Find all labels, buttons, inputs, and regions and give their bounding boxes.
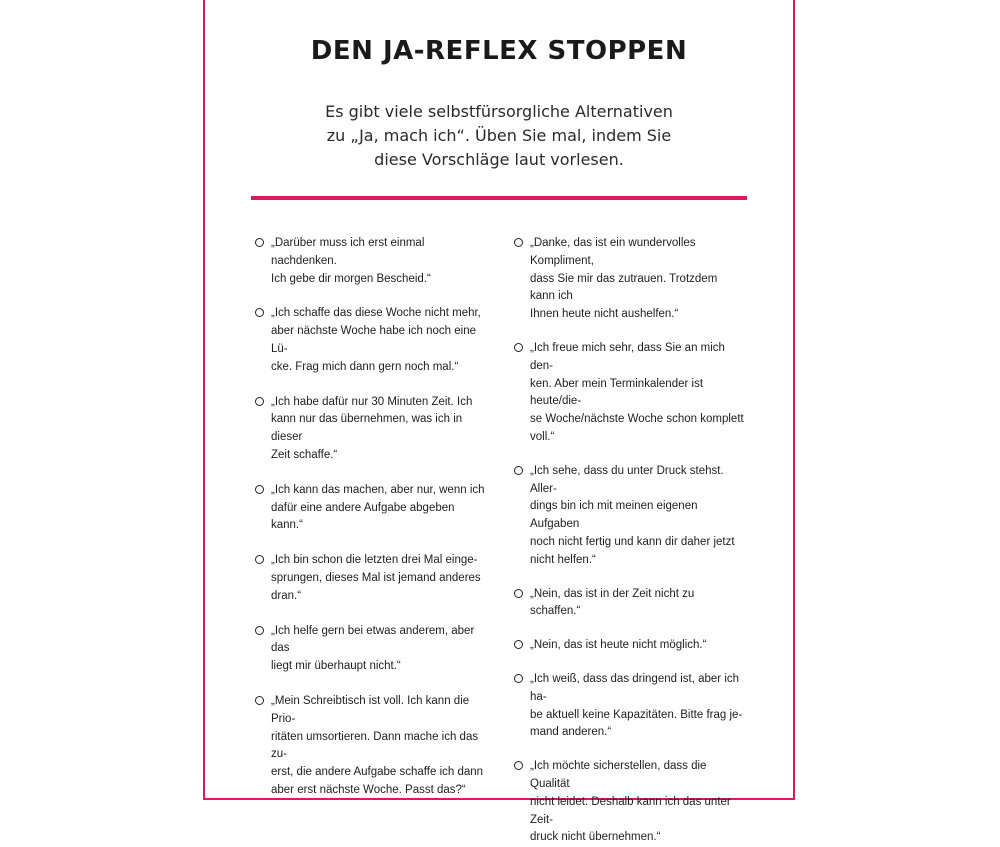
checkbox-circle-icon[interactable] xyxy=(255,397,264,406)
phrase-item[interactable] xyxy=(255,693,485,800)
phrase-text: „Ich weiß, dass das dringend ist, aber ich ha- be aktuell keine Kapazitäten. Bitte frag je- mand anderen.“ xyxy=(530,672,743,739)
phrase-item[interactable] xyxy=(514,671,744,742)
checkbox-circle-icon[interactable] xyxy=(255,555,264,564)
phrase-item[interactable] xyxy=(514,586,744,622)
checkbox-circle-icon[interactable] xyxy=(514,589,523,598)
phrase-item[interactable] xyxy=(255,394,485,465)
phrase-item[interactable] xyxy=(255,305,485,376)
phrase-text: „Ich freue mich sehr, dass Sie an mich den- ken. Aber mein Terminkalender ist heute/die- se Woche/nächste Woche schon komplett voll.“ xyxy=(530,341,744,443)
phrase-text: „Ich habe dafür nur 30 Minuten Zeit. Ich kann nur das übernehmen, was ich in dieser Zeit schaffe.“ xyxy=(271,395,473,461)
phrase-item[interactable] xyxy=(514,340,744,447)
checkbox-circle-icon[interactable] xyxy=(255,485,264,494)
checkbox-circle-icon[interactable] xyxy=(514,640,523,649)
phrase-text: „Mein Schreibtisch ist voll. Ich kann die Prio- ritäten umsortieren. Dann mache ich das zu- erst, die andere Aufgabe schaffe ich dann aber erst nächste Woche. Passt das?“ xyxy=(271,694,484,796)
phrase-text: „Ich sehe, dass du unter Druck stehst. Aller- dings bin ich mit meinen eigenen Aufgaben noch nicht fertig und kann dir daher jetzt nicht helfen.“ xyxy=(530,464,735,566)
phrase-item[interactable] xyxy=(255,552,485,605)
phrase-item[interactable] xyxy=(255,482,485,535)
phrase-item[interactable] xyxy=(255,623,485,676)
phrase-text: „Ich kann das machen, aber nur, wenn ich dafür eine andere Aufgabe abgeben kann.“ xyxy=(271,483,485,532)
phrase-text: „Ich helfe gern bei etwas anderem, aber das liegt mir überhaupt nicht.“ xyxy=(271,624,475,673)
worksheet-card xyxy=(203,0,795,844)
checkbox-circle-icon[interactable] xyxy=(255,238,264,247)
phrase-text: „Nein, das ist heute nicht möglich.“ xyxy=(530,639,707,652)
checkbox-circle-icon[interactable] xyxy=(255,626,264,635)
phrase-item[interactable] xyxy=(514,758,744,847)
phrase-item[interactable] xyxy=(514,463,744,570)
phrase-text: „Ich bin schon die letzten drei Mal einge- sprungen, dieses Mal ist jemand anderes dran.“ xyxy=(271,554,481,602)
checkbox-circle-icon[interactable] xyxy=(514,466,523,475)
checkbox-circle-icon[interactable] xyxy=(255,308,264,317)
phrase-item[interactable] xyxy=(255,235,485,288)
checkbox-circle-icon[interactable] xyxy=(514,674,523,683)
phrase-text: „Ich schaffe das diese Woche nicht mehr, aber nächste Woche habe ich noch eine Lü- cke. Frag mich dann gern noch mal.“ xyxy=(271,307,481,373)
phrase-item[interactable] xyxy=(514,637,744,655)
phrase-text: „Nein, das ist in der Zeit nicht zu schaffen.“ xyxy=(530,587,695,618)
phrase-text: „Ich möchte sicherstellen, dass die Qualität nicht leidet. Deshalb kann ich das unter Zeit- druck nicht übernehmen.“ xyxy=(530,760,731,844)
right-phrase-list xyxy=(514,235,744,847)
checkbox-circle-icon[interactable] xyxy=(514,761,523,770)
accent-divider xyxy=(251,196,747,200)
phrase-text: „Danke, das ist ein wundervolles Kompliment, dass Sie mir das zutrauen. Trotzdem kann ich Ihnen heute nicht aushelfen.“ xyxy=(530,237,718,321)
intro-text: Es gibt viele selbstfürsorgliche Alternativen zu „Ja, mach ich“. Üben Sie mal, indem Sie diese Vorschläge laut vorlesen. xyxy=(325,102,673,169)
checkbox-circle-icon[interactable] xyxy=(514,343,523,352)
phrase-item[interactable] xyxy=(514,235,744,324)
page-title: DEN JA-REFLEX STOPPEN xyxy=(310,36,688,66)
checkbox-circle-icon[interactable] xyxy=(514,238,523,247)
checkbox-circle-icon[interactable] xyxy=(255,696,264,705)
left-phrase-list xyxy=(255,235,485,800)
phrase-text: „Darüber muss ich erst einmal nachdenken. Ich gebe dir morgen Bescheid.“ xyxy=(271,237,431,285)
